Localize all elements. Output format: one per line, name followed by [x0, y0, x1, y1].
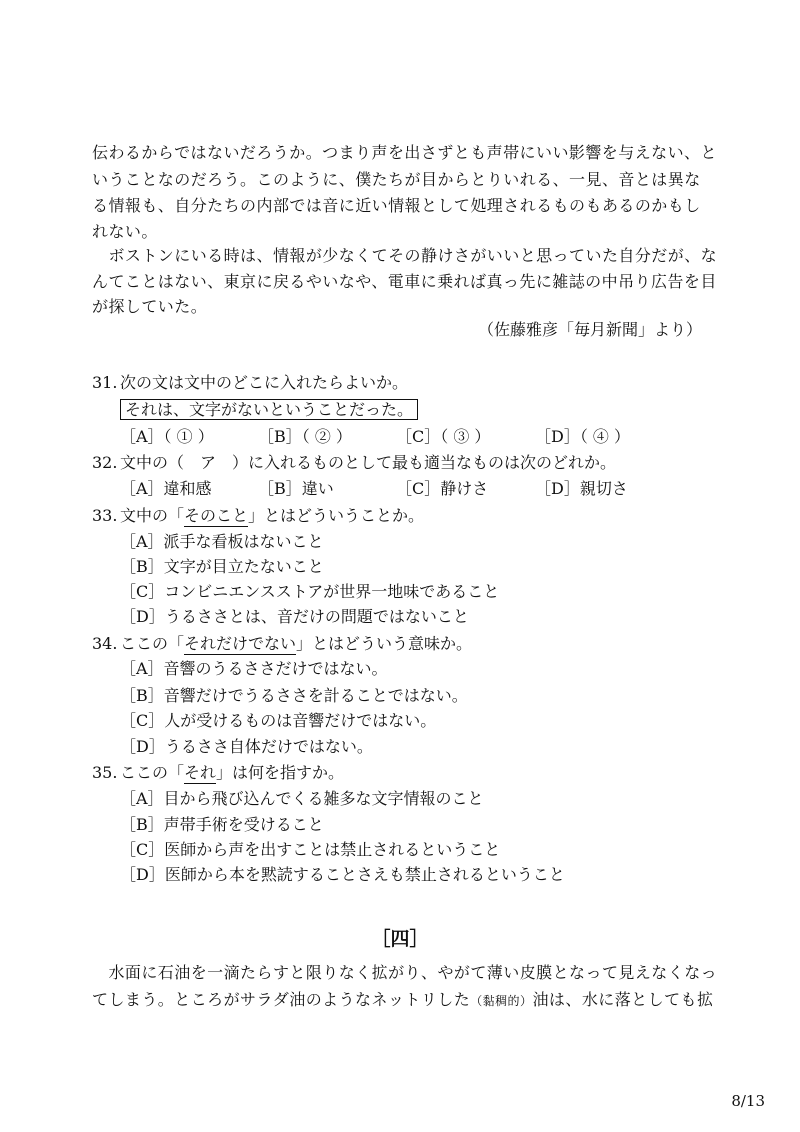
underlined-phrase: それ [184, 763, 217, 782]
underlined-phrase: そのこと [184, 506, 249, 525]
passage-line-2: いうことなのだろう。このように、僕たちが目からとりいれる、一見、音とは異な [92, 170, 701, 189]
section-title: ［四］ [371, 928, 429, 950]
section4-line-2 [92, 990, 713, 1011]
q33-option-d: ［D］うるささとは、音だけの問題ではないこと [120, 607, 469, 626]
q31-option-d: ［D］（ ④ ） [535, 427, 631, 446]
question-prompt: 文中の（ ア ）に入れるものとして最も適当なものは次のどれか。 [120, 453, 617, 472]
q32-option-b: ［B］違い [258, 479, 334, 498]
question-number: 31. [92, 373, 118, 392]
q31-option-a: ［A］（ ① ） [120, 427, 214, 446]
question-number: 34. [92, 634, 118, 653]
q34-option-a: ［A］音響のうるささだけではない。 [120, 659, 388, 678]
question-31 [92, 373, 408, 393]
passage-line-1: 伝わるからではないだろうか。つまり声を出さずとも声帯にいい影響を与えない、と [92, 143, 717, 162]
passage-line-5: ボストンにいる時は、情報が少なくてその静けさがいいと思っていた自分だが、な [92, 246, 718, 265]
prompt-after: 」とはどういうことか。 [248, 506, 425, 525]
q34-option-c: ［C］人が受けるものは音響だけではない。 [120, 711, 437, 730]
passage-line-4: れない。 [92, 222, 158, 241]
section4-line-1: 水面に石油を一滴たらすと限りなく拡がり、やがて薄い皮膜となって見えなくなっ [92, 963, 718, 982]
q33-option-a: ［A］派手な看板はないこと [120, 532, 324, 551]
q31-option-c: ［C］（ ③ ） [396, 427, 491, 446]
prompt-before: 文中の「 [120, 506, 185, 525]
passage-source: （佐藤雅彦「毎月新聞」より） [478, 320, 703, 339]
q34-option-b: ［B］音響だけでうるささを計ることではない。 [120, 686, 468, 705]
q33-option-b: ［B］文字が目立たないこと [120, 557, 324, 576]
passage-line-3: る情報も、自分たちの内部では音に近い情報として処理されるものもあるのかもし [92, 196, 701, 215]
underlined-phrase: それだけでない [184, 634, 297, 653]
q35-option-b: ［B］声帯手術を受けること [120, 815, 324, 834]
question-prompt: 次の文は文中のどこに入れたらよいか。 [120, 373, 409, 392]
question-number: 33. [92, 506, 118, 525]
q31-option-b: ［B］（ ② ） [258, 427, 352, 446]
passage-line-6: んてことはない、東京に戻るやいなや、電車に乗れば真っ先に雑誌の中吊り広告を目 [92, 272, 717, 291]
question-number: 32. [92, 453, 118, 472]
line2-before: てしまう。ところがサラダ油のようなネットリした [92, 990, 471, 1009]
question-35 [92, 763, 344, 783]
boxed-text: それは、文字がないということだった。 [120, 399, 418, 420]
passage-line-7: が探していた。 [92, 297, 208, 316]
page-number: 8/13 [731, 1092, 765, 1110]
q32-option-a: ［A］違和感 [120, 479, 212, 498]
prompt-after: 」とはどういう意味か。 [296, 634, 473, 653]
line2-after: 油は、水に落としても拡 [532, 990, 714, 1009]
q33-option-c: ［C］コンビニエンスストアが世界一地味であること [120, 582, 500, 601]
question-number: 35. [92, 763, 118, 782]
prompt-before: ここの「 [120, 634, 185, 653]
q35-option-a: ［A］目から飛び込んでくる雑多な文字情報のこと [120, 789, 484, 808]
q32-option-d: ［D］親切さ [535, 479, 628, 498]
prompt-before: ここの「 [120, 763, 185, 782]
prompt-after: 」は何を指すか。 [216, 763, 345, 782]
line2-gloss: （黏稠的） [470, 994, 533, 1008]
q31-boxed-sentence [120, 400, 418, 420]
question-32 [92, 453, 616, 473]
q34-option-d: ［D］うるささ自体だけではない。 [120, 737, 373, 756]
q32-option-c: ［C］静けさ [396, 479, 489, 498]
q35-option-d: ［D］医師から本を黙読することさえも禁止されるということ [120, 865, 565, 884]
q35-option-c: ［C］医師から声を出すことは禁止されるということ [120, 840, 501, 859]
question-33 [92, 506, 424, 526]
question-34 [92, 634, 472, 654]
